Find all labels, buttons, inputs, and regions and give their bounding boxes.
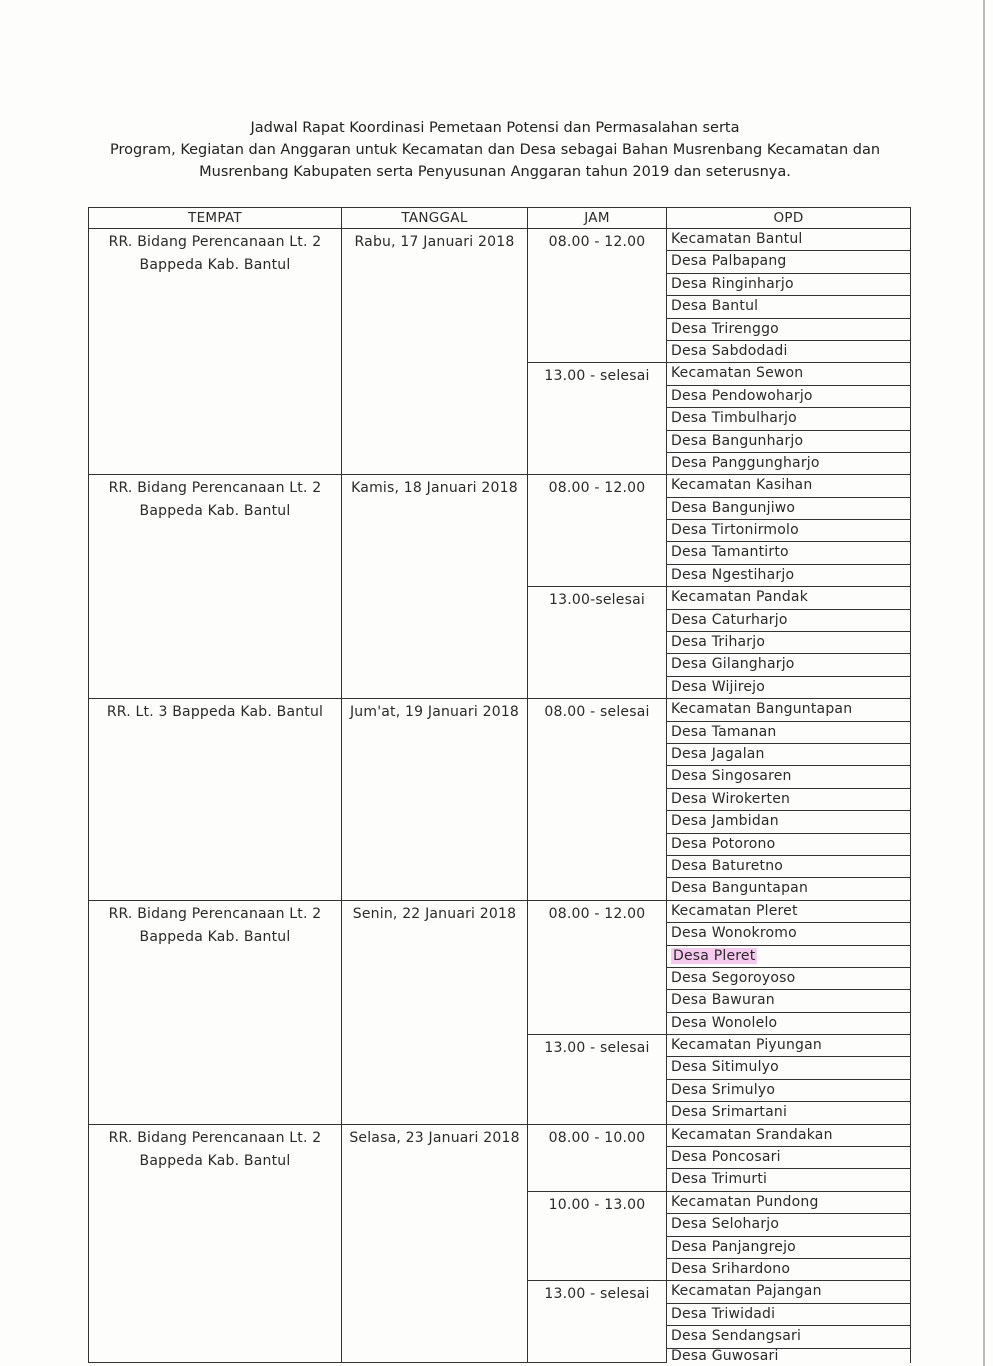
opd-cell bbox=[667, 1236, 911, 1258]
opd-cell bbox=[667, 229, 911, 251]
opd-cell bbox=[667, 542, 911, 564]
opd-cell bbox=[667, 1303, 911, 1325]
opd-label: Kecamatan Bantul bbox=[671, 231, 803, 247]
opd-cell bbox=[667, 1348, 911, 1363]
opd-cell bbox=[667, 945, 911, 967]
jam-cell: 13.00-selesai bbox=[528, 587, 667, 699]
opd-label: Desa Bangunjiwo bbox=[671, 499, 796, 516]
title-line-1: Jadwal Rapat Koordinasi Pemetaan Potensi dan Permasalahan serta bbox=[250, 120, 740, 136]
opd-cell bbox=[667, 1102, 911, 1124]
opd-cell bbox=[667, 385, 911, 407]
opd-label: Kecamatan Pundong bbox=[671, 1193, 819, 1210]
opd-label: Desa Pendowoharjo bbox=[671, 387, 813, 404]
opd-label: Desa Srimartani bbox=[671, 1104, 788, 1121]
opd-label: Desa Palbapang bbox=[671, 253, 787, 270]
opd-label: Desa Segoroyoso bbox=[671, 969, 796, 986]
opd-cell bbox=[667, 721, 911, 743]
opd-label: Kecamatan Sewon bbox=[671, 365, 804, 382]
opd-cell bbox=[667, 587, 911, 609]
opd-cell bbox=[667, 497, 911, 519]
opd-cell bbox=[667, 340, 911, 362]
opd-label: Desa Baturetno bbox=[671, 857, 784, 874]
opd-cell bbox=[667, 609, 911, 631]
opd-label: Desa Caturharjo bbox=[671, 611, 788, 628]
opd-label: Desa Wijirejo bbox=[671, 678, 766, 695]
opd-label: Desa Srihardono bbox=[671, 1260, 791, 1277]
title-line-2: Program, Kegiatan dan Anggaran untuk Kecamatan dan Desa sebagai Bahan Musrenbang Kecamatan dan bbox=[109, 142, 881, 158]
opd-label: Desa Bantul bbox=[671, 298, 759, 315]
opd-label: Kecamatan Pajangan bbox=[671, 1283, 822, 1300]
tempat-cell: RR. Bidang Perencanaan Lt. 2 Bappeda Kab. Bantul bbox=[89, 475, 342, 699]
opd-label: Desa Banguntapan bbox=[671, 880, 809, 897]
opd-cell bbox=[667, 520, 911, 542]
header-jam: JAM bbox=[528, 208, 667, 229]
opd-cell bbox=[667, 363, 911, 385]
opd-label: Desa Timbulharjo bbox=[671, 410, 797, 427]
opd-cell bbox=[667, 766, 911, 788]
opd-label: Desa Triharjo bbox=[671, 634, 766, 651]
tanggal-cell: Selasa, 23 Januari 2018 bbox=[342, 1124, 528, 1362]
opd-cell bbox=[667, 475, 911, 497]
opd-label: Desa Seloharjo bbox=[671, 1216, 780, 1233]
opd-label: Desa Poncosari bbox=[671, 1149, 781, 1166]
opd-cell bbox=[667, 967, 911, 989]
tanggal-cell: Kamis, 18 Januari 2018 bbox=[342, 475, 528, 699]
schedule-table bbox=[88, 207, 911, 1363]
jam-cell: 08.00 - 10.00 bbox=[528, 1124, 667, 1191]
jam-cell: 08.00 - 12.00 bbox=[528, 475, 667, 587]
opd-label: Desa Wirokerten bbox=[671, 790, 791, 807]
tanggal-cell: Rabu, 17 Januari 2018 bbox=[342, 229, 528, 475]
tanggal-cell: Senin, 22 Januari 2018 bbox=[342, 900, 528, 1124]
opd-cell bbox=[667, 743, 911, 765]
opd-cell bbox=[667, 251, 911, 273]
table-row bbox=[89, 699, 911, 721]
opd-label: Desa Tamantirto bbox=[671, 544, 789, 561]
opd-cell bbox=[667, 1035, 911, 1057]
jam-cell: 13.00 - selesai bbox=[528, 363, 667, 475]
header-tempat: TEMPAT bbox=[89, 208, 342, 229]
schedule-body bbox=[89, 229, 911, 1363]
opd-cell bbox=[667, 296, 911, 318]
opd-cell bbox=[667, 1012, 911, 1034]
opd-cell bbox=[667, 811, 911, 833]
opd-label: Desa Tirtonirmolo bbox=[671, 522, 799, 539]
opd-cell bbox=[667, 1191, 911, 1213]
opd-label: Desa Triwidadi bbox=[671, 1305, 776, 1322]
opd-cell bbox=[667, 273, 911, 295]
opd-label: Desa Guwosari bbox=[671, 1348, 779, 1363]
opd-cell bbox=[667, 1258, 911, 1280]
opd-cell bbox=[667, 408, 911, 430]
header-opd: OPD bbox=[667, 208, 911, 229]
opd-cell bbox=[667, 452, 911, 474]
opd-cell bbox=[667, 923, 911, 945]
opd-cell bbox=[667, 1147, 911, 1169]
opd-label: Kecamatan Banguntapan bbox=[671, 701, 853, 718]
opd-label: Desa Sabdodadi bbox=[671, 342, 788, 359]
document-title bbox=[90, 117, 900, 183]
table-header-row bbox=[89, 208, 911, 229]
opd-cell bbox=[667, 632, 911, 654]
opd-cell bbox=[667, 430, 911, 452]
opd-cell bbox=[667, 900, 911, 922]
table-row bbox=[89, 900, 911, 922]
opd-cell bbox=[667, 676, 911, 698]
opd-cell bbox=[667, 699, 911, 721]
opd-label: Desa Sitimulyo bbox=[671, 1059, 779, 1076]
jam-cell: 13.00 - selesai bbox=[528, 1035, 667, 1125]
opd-cell bbox=[667, 990, 911, 1012]
opd-label: Desa Trimurti bbox=[671, 1171, 768, 1188]
table-row bbox=[89, 475, 911, 497]
opd-label: Desa Bawuran bbox=[671, 992, 775, 1009]
table-row bbox=[89, 229, 911, 251]
jam-cell: 13.00 - selesai bbox=[528, 1281, 667, 1363]
opd-label: Kecamatan Kasihan bbox=[671, 477, 813, 494]
opd-cell bbox=[667, 833, 911, 855]
opd-label: Desa Tamanan bbox=[671, 723, 777, 740]
opd-cell bbox=[667, 654, 911, 676]
opd-label: Desa Jagalan bbox=[671, 745, 765, 762]
opd-label: Desa Bangunharjo bbox=[671, 432, 804, 449]
tanggal-cell: Jum'at, 19 Januari 2018 bbox=[342, 699, 528, 901]
opd-cell bbox=[667, 564, 911, 586]
opd-label: Kecamatan Pleret bbox=[671, 902, 798, 919]
title-line-3: Musrenbang Kabupaten serta Penyusunan Anggaran tahun 2019 dan seterusnya. bbox=[199, 164, 791, 180]
opd-label: Desa Ngestiharjo bbox=[671, 566, 795, 583]
jam-cell: 08.00 - selesai bbox=[528, 699, 667, 901]
opd-label: Kecamatan Srandakan bbox=[671, 1126, 833, 1143]
page-edge bbox=[983, 0, 985, 1366]
opd-cell bbox=[667, 1326, 911, 1348]
table-row bbox=[89, 1124, 911, 1146]
opd-cell bbox=[667, 318, 911, 340]
jam-cell: 08.00 - 12.00 bbox=[528, 900, 667, 1034]
jam-cell: 08.00 - 12.00 bbox=[528, 229, 667, 363]
opd-label: Desa Jambidan bbox=[671, 813, 779, 830]
opd-cell bbox=[667, 878, 911, 900]
opd-label: Desa Ringinharjo bbox=[671, 275, 794, 292]
opd-label: Desa Potorono bbox=[671, 835, 776, 852]
opd-cell bbox=[667, 1214, 911, 1236]
header-tanggal: TANGGAL bbox=[342, 208, 528, 229]
opd-label: Desa Panjangrejo bbox=[671, 1238, 796, 1255]
tempat-cell: RR. Bidang Perencanaan Lt. 2 Bappeda Kab. Bantul bbox=[89, 229, 342, 475]
opd-label: Desa Wonolelo bbox=[671, 1014, 778, 1031]
jam-cell: 10.00 - 13.00 bbox=[528, 1191, 667, 1281]
opd-cell bbox=[667, 855, 911, 877]
highlighted-opd-label: Desa Pleret bbox=[673, 947, 756, 964]
opd-cell bbox=[667, 1057, 911, 1079]
opd-cell bbox=[667, 1124, 911, 1146]
opd-label: Desa Singosaren bbox=[671, 768, 792, 785]
opd-label: Desa Panggungharjo bbox=[671, 454, 820, 471]
opd-cell bbox=[667, 1169, 911, 1191]
opd-label: Desa Wonokromo bbox=[671, 925, 797, 942]
opd-label: Kecamatan Piyungan bbox=[671, 1037, 822, 1054]
opd-cell bbox=[667, 788, 911, 810]
tempat-cell: RR. Bidang Perencanaan Lt. 2 Bappeda Kab. Bantul bbox=[89, 1124, 342, 1362]
opd-cell bbox=[667, 1079, 911, 1101]
tempat-cell: RR. Lt. 3 Bappeda Kab. Bantul bbox=[89, 699, 342, 901]
opd-label: Desa Gilangharjo bbox=[671, 656, 795, 673]
tempat-cell: RR. Bidang Perencanaan Lt. 2 Bappeda Kab. Bantul bbox=[89, 900, 342, 1124]
opd-label: Desa Srimulyo bbox=[671, 1081, 776, 1098]
opd-label: Kecamatan Pandak bbox=[671, 589, 809, 606]
opd-label: Desa Sendangsari bbox=[671, 1328, 802, 1345]
opd-label: Desa Trirenggo bbox=[671, 320, 779, 337]
opd-cell bbox=[667, 1281, 911, 1303]
